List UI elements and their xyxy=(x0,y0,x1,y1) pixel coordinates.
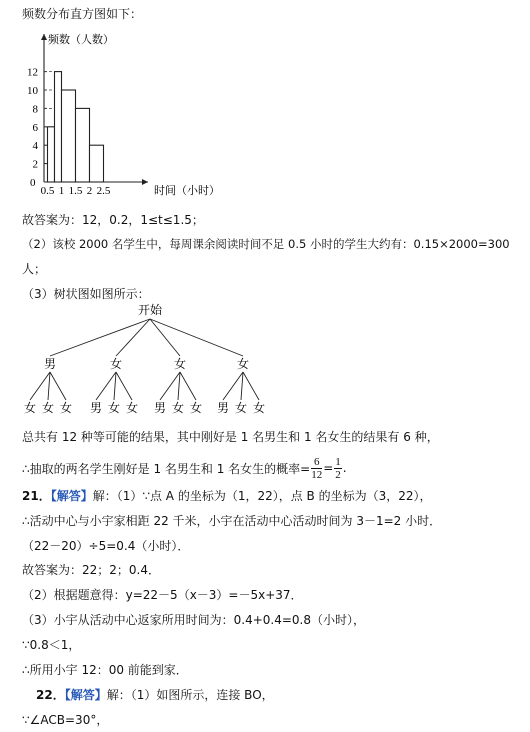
tree-branch xyxy=(30,372,50,400)
q21-line-7: ∵0.8＜1， xyxy=(22,638,81,652)
x-axis-arrow xyxy=(142,179,148,185)
tree-branch xyxy=(241,372,243,400)
tree-branch xyxy=(116,372,132,400)
y-tick-label: 12 xyxy=(27,66,38,79)
origin-label: 0 xyxy=(30,177,36,189)
fraction-1-2 xyxy=(334,456,342,481)
tree-level2-node: 女 xyxy=(107,401,121,415)
histogram-bar xyxy=(48,127,55,182)
probability-prefix: ∴抽取的两名学生刚好是 1 名男生和 1 名女生的概率= xyxy=(22,461,311,476)
total-outcomes-line: 总共有 12 种等可能的结果，其中刚好是 1 名男生和 1 名女生的结果有 6 种， xyxy=(22,430,439,444)
q22-text: 解：（1）如图所示，连接 BO， xyxy=(106,688,274,702)
tree-level2-node: 男 xyxy=(216,401,230,415)
fraction-6-12 xyxy=(311,456,322,481)
histogram-bar xyxy=(55,72,62,182)
tree-level1-node: 女 xyxy=(173,357,187,371)
intro-text: 频数分布直方图如下： xyxy=(22,7,143,21)
tree-level2-node: 男 xyxy=(89,401,103,415)
tree-branch xyxy=(116,319,150,356)
tree-diagram xyxy=(0,300,300,425)
tree-root: 开始 xyxy=(137,303,163,317)
x-tick-label: 0.5 xyxy=(40,185,55,197)
x-tick-label: 1 xyxy=(58,185,65,197)
tree-branch xyxy=(114,372,116,400)
y-tick-label: 2 xyxy=(32,158,38,171)
histogram-bar xyxy=(76,108,90,182)
tree-branch xyxy=(160,372,180,400)
y-tick-label: 8 xyxy=(32,103,38,116)
y-axis-label: 频数（人数） xyxy=(48,33,114,46)
equals-sign: = xyxy=(323,461,334,475)
q21-text: 解：（1）∵点 A 的坐标为（1，22），点 B 的坐标为（3，22）， xyxy=(92,489,432,503)
tree-branch xyxy=(150,319,243,356)
tree-branch xyxy=(243,372,259,400)
q22-answer-tag: 【解答】 xyxy=(64,688,107,702)
part3-line: （3）树状图如图所示： xyxy=(22,287,150,301)
tree-level2-node: 女 xyxy=(234,401,248,415)
tree-branch xyxy=(50,372,66,400)
histogram-bar xyxy=(90,145,104,182)
tree-level2-node: 女 xyxy=(23,401,37,415)
q21-line-4: 故答案为：22；2；0.4． xyxy=(22,563,160,577)
y-tick-label: 4 xyxy=(32,140,38,153)
x-tick-label: 2 xyxy=(86,185,93,197)
x-tick-label: 1.5 xyxy=(68,185,83,197)
q21-heading xyxy=(22,487,432,504)
tree-level2-node: 男 xyxy=(153,401,167,415)
fraction-numerator: 6 xyxy=(311,456,322,469)
tree-branch xyxy=(50,319,150,356)
y-tick-label: 10 xyxy=(27,85,38,97)
fraction-numerator-2: 1 xyxy=(335,455,341,468)
histogram-bar xyxy=(62,90,76,182)
q21-line-3: （22－20）÷5=0.4（小时）． xyxy=(22,539,190,553)
answer-line-1: 故答案为：12，0.2，1≤t≤1.5； xyxy=(22,213,204,227)
histogram-chart xyxy=(0,0,260,205)
tree-level2-node: 女 xyxy=(252,401,266,415)
y-axis-arrow xyxy=(41,34,47,40)
q22-line-2: ∵∠ACB=30°， xyxy=(22,713,109,727)
part2-continuation: 人； xyxy=(22,262,47,276)
q22-heading xyxy=(36,686,274,703)
q21-line-2: ∴活动中心与小宇家相距 22 千米，小宇在活动中心活动时间为 3－1=2 小时． xyxy=(22,514,442,528)
period: . xyxy=(342,461,347,475)
q21-line-6: （3）小宇从活动中心返家所用时间为：0.4+0.4=0.8（小时）， xyxy=(22,613,365,627)
tree-level2-node: 女 xyxy=(41,401,55,415)
tree-level1-node: 男 xyxy=(43,357,57,371)
tree-level1-node: 女 xyxy=(109,357,123,371)
tree-level1-node: 女 xyxy=(236,357,250,371)
q22-number: 22． xyxy=(36,688,65,702)
y-tick-label: 6 xyxy=(32,121,38,134)
tree-level2-node: 女 xyxy=(59,401,73,415)
tree-branch xyxy=(223,372,243,400)
fraction-denominator: 12 xyxy=(311,468,323,481)
tree-level2-node: 女 xyxy=(125,401,139,415)
q21-line-5: （2）根据题意得：y=22－5（x－3）=－5x+37． xyxy=(22,588,303,602)
tree-level2-node: 女 xyxy=(189,401,203,415)
q21-line-8: ∴所用小宇 12：00 前能到家． xyxy=(22,663,188,677)
part2-line: （2）该校 2000 名学生中，每周课余阅读时间不足 0.5 小时的学生大约有：0.15×2000=300 xyxy=(22,237,510,251)
tree-level2-node: 女 xyxy=(171,401,185,415)
q21-number: 21． xyxy=(22,489,51,503)
tree-branch xyxy=(180,372,196,400)
q21-answer-tag: 【解答】 xyxy=(50,489,93,503)
fraction-denominator-2: 2 xyxy=(335,468,341,481)
tree-branch xyxy=(48,372,50,400)
x-tick-label: 2.5 xyxy=(96,185,111,197)
tree-branch xyxy=(178,372,180,400)
x-axis-label: 时间（小时） xyxy=(154,184,220,197)
probability-line xyxy=(22,454,347,482)
tree-branch xyxy=(96,372,116,400)
